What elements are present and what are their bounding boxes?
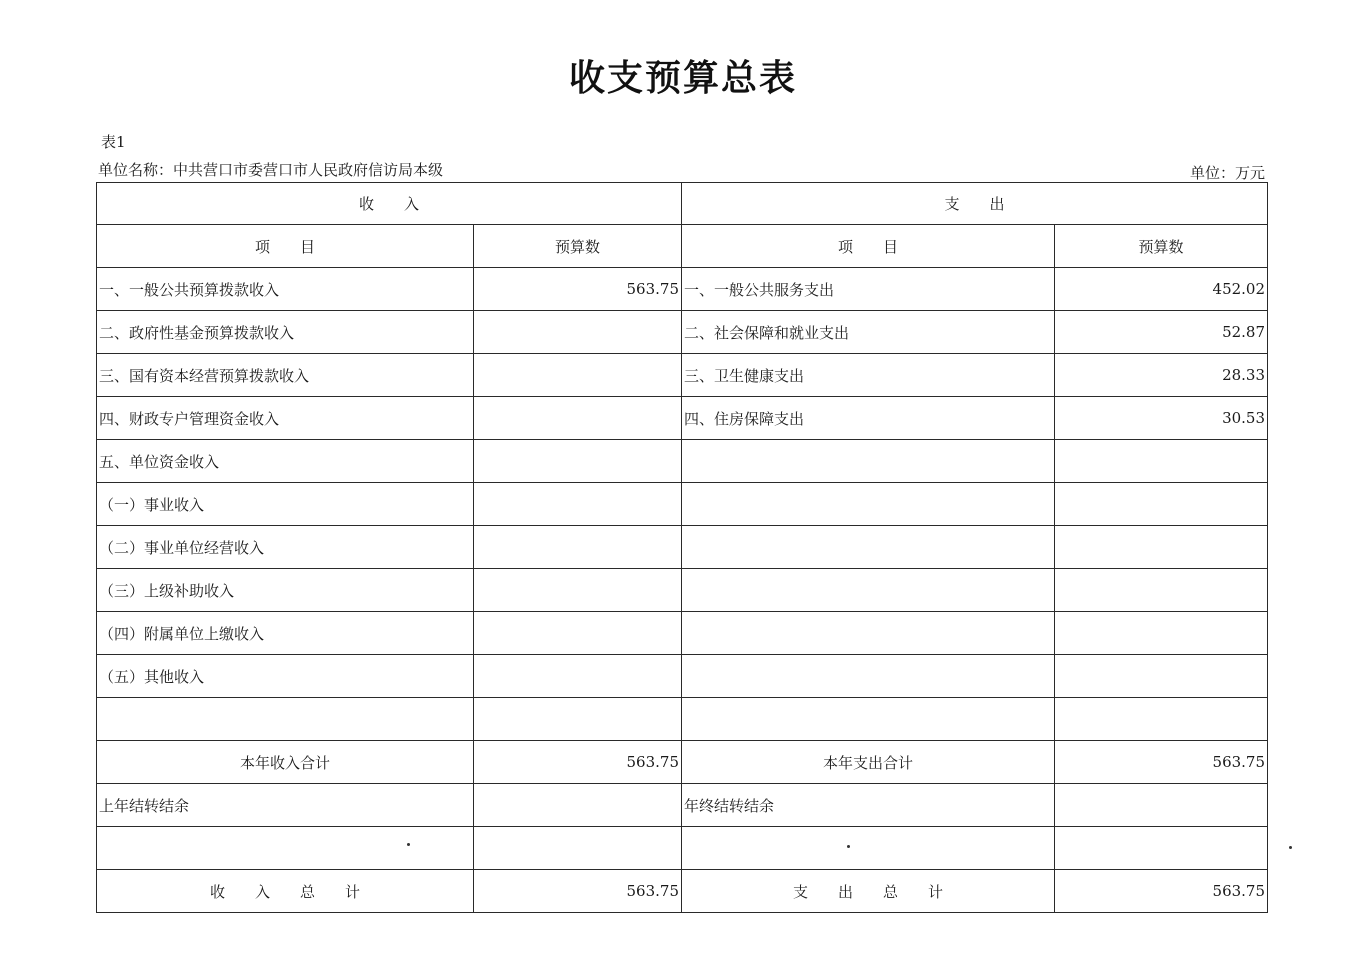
expense-value-cell [1055, 483, 1268, 526]
budget-summary-table [96, 182, 1268, 913]
blank-cell [1055, 827, 1268, 870]
income-value-cell [474, 612, 682, 655]
expense-budget-header: 预算数 [1055, 225, 1268, 268]
table-row [97, 612, 1268, 655]
header-row-sub [97, 225, 1268, 268]
expense-value-cell: 52.87 [1055, 311, 1268, 354]
table-row [97, 268, 1268, 311]
expense-item-cell [682, 440, 1055, 483]
expense-value-cell [1055, 440, 1268, 483]
income-value-cell [474, 655, 682, 698]
expense-item-cell [682, 483, 1055, 526]
expense-carry-label: 年终结转结余 [682, 784, 1055, 827]
expense-value-cell [1055, 698, 1268, 741]
income-item-cell: 四、财政专户管理资金收入 [97, 397, 474, 440]
unit-name-label: 单位名称：中共营口市委营口市人民政府信访局本级 [98, 161, 444, 179]
scan-dot [1289, 846, 1292, 849]
table-number: 表1 [101, 133, 126, 151]
income-total-label: 收 入 总 计 [97, 870, 474, 913]
expense-value-cell: 28.33 [1055, 354, 1268, 397]
table-row [97, 397, 1268, 440]
subtotal-row [97, 741, 1268, 784]
page-title: 收支预算总表 [568, 58, 797, 99]
expense-header: 支 出 [682, 183, 1268, 225]
income-value-cell: 563.75 [474, 268, 682, 311]
scan-dot [847, 845, 850, 848]
expense-item-cell: 二、社会保障和就业支出 [682, 311, 1055, 354]
expense-item-cell: 三、卫生健康支出 [682, 354, 1055, 397]
expense-value-cell [1055, 526, 1268, 569]
blank-cell [474, 827, 682, 870]
table-body [97, 268, 1268, 741]
income-value-cell [474, 354, 682, 397]
carry-row [97, 784, 1268, 827]
scan-dot [407, 843, 410, 846]
income-value-cell [474, 526, 682, 569]
income-value-cell [474, 569, 682, 612]
expense-subtotal-label: 本年支出合计 [682, 741, 1055, 784]
income-value-cell [474, 440, 682, 483]
expense-item-cell [682, 569, 1055, 612]
income-budget-header: 预算数 [474, 225, 682, 268]
income-item-cell: 五、单位资金收入 [97, 440, 474, 483]
expense-item-cell [682, 655, 1055, 698]
income-carry-label: 上年结转结余 [97, 784, 474, 827]
income-item-cell: 二、政府性基金预算拨款收入 [97, 311, 474, 354]
expense-item-cell [682, 698, 1055, 741]
expense-item-header: 项 目 [682, 225, 1055, 268]
expense-item-cell [682, 526, 1055, 569]
income-carry-value [474, 784, 682, 827]
expense-subtotal-value: 563.75 [1055, 741, 1268, 784]
income-subtotal-value: 563.75 [474, 741, 682, 784]
expense-value-cell [1055, 569, 1268, 612]
header-row-main [97, 183, 1268, 225]
expense-value-cell: 30.53 [1055, 397, 1268, 440]
blank-cell [97, 827, 474, 870]
income-value-cell [474, 397, 682, 440]
income-item-cell: （四）附属单位上缴收入 [97, 612, 474, 655]
expense-value-cell: 452.02 [1055, 268, 1268, 311]
table-row [97, 354, 1268, 397]
expense-item-cell [682, 612, 1055, 655]
income-item-cell: （二）事业单位经营收入 [97, 526, 474, 569]
table-row [97, 655, 1268, 698]
table-row [97, 483, 1268, 526]
expense-total-value: 563.75 [1055, 870, 1268, 913]
expense-carry-value [1055, 784, 1268, 827]
income-subtotal-label: 本年收入合计 [97, 741, 474, 784]
income-value-cell [474, 311, 682, 354]
expense-value-cell [1055, 612, 1268, 655]
table-row [97, 569, 1268, 612]
income-item-cell [97, 698, 474, 741]
table-row [97, 698, 1268, 741]
income-item-cell: 一、一般公共预算拨款收入 [97, 268, 474, 311]
income-item-cell: （三）上级补助收入 [97, 569, 474, 612]
expense-item-cell: 一、一般公共服务支出 [682, 268, 1055, 311]
income-item-cell: （五）其他收入 [97, 655, 474, 698]
income-item-cell: 三、国有资本经营预算拨款收入 [97, 354, 474, 397]
table-row [97, 311, 1268, 354]
table-row [97, 440, 1268, 483]
income-item-header: 项 目 [97, 225, 474, 268]
blank-cell [682, 827, 1055, 870]
income-item-cell: （一）事业收入 [97, 483, 474, 526]
blank-row [97, 827, 1268, 870]
table-row [97, 526, 1268, 569]
expense-value-cell [1055, 655, 1268, 698]
expense-total-label: 支 出 总 计 [682, 870, 1055, 913]
unit-label: 单位：万元 [1189, 164, 1265, 182]
income-value-cell [474, 698, 682, 741]
income-header: 收 入 [97, 183, 682, 225]
expense-item-cell: 四、住房保障支出 [682, 397, 1055, 440]
income-value-cell [474, 483, 682, 526]
total-row [97, 870, 1268, 913]
income-total-value: 563.75 [474, 870, 682, 913]
